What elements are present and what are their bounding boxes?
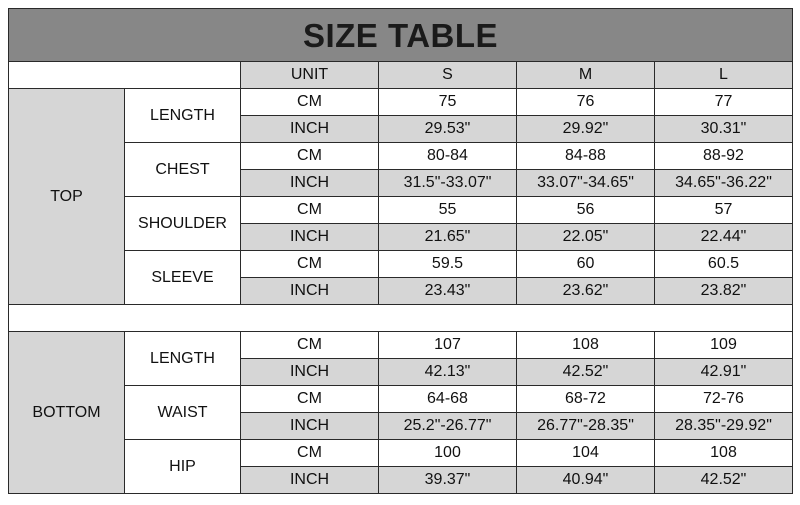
size-header: L	[655, 62, 793, 89]
value-cell: 23.43"	[379, 278, 517, 305]
value-cell: 88-92	[655, 143, 793, 170]
value-cell: 31.5"-33.07"	[379, 170, 517, 197]
section-gap	[9, 305, 793, 332]
table-row	[9, 89, 793, 116]
value-cell: 26.77"-28.35"	[517, 413, 655, 440]
unit-cm-cell: CM	[241, 440, 379, 467]
value-cell: 40.94"	[517, 467, 655, 494]
table-title: SIZE TABLE	[9, 9, 793, 62]
measure-label: CHEST	[125, 143, 241, 197]
value-cell: 23.82"	[655, 278, 793, 305]
value-cell: 59.5	[379, 251, 517, 278]
unit-cm-cell: CM	[241, 386, 379, 413]
value-cell: 75	[379, 89, 517, 116]
measure-label: SLEEVE	[125, 251, 241, 305]
table-row	[9, 440, 793, 467]
value-cell: 39.37"	[379, 467, 517, 494]
unit-cm-cell: CM	[241, 197, 379, 224]
value-cell: 109	[655, 332, 793, 359]
value-cell: 68-72	[517, 386, 655, 413]
measure-label: SHOULDER	[125, 197, 241, 251]
unit-cm-cell: CM	[241, 251, 379, 278]
size-table	[8, 8, 793, 494]
value-cell: 34.65"-36.22"	[655, 170, 793, 197]
title-row	[9, 9, 793, 62]
unit-inch-cell: INCH	[241, 224, 379, 251]
measure-label: HIP	[125, 440, 241, 494]
value-cell: 60.5	[655, 251, 793, 278]
value-cell: 23.62"	[517, 278, 655, 305]
value-cell: 22.05"	[517, 224, 655, 251]
value-cell: 42.13"	[379, 359, 517, 386]
value-cell: 76	[517, 89, 655, 116]
unit-cm-cell: CM	[241, 89, 379, 116]
value-cell: 108	[517, 332, 655, 359]
unit-inch-cell: INCH	[241, 467, 379, 494]
section-gap-row	[9, 305, 793, 332]
value-cell: 29.92"	[517, 116, 655, 143]
value-cell: 33.07"-34.65"	[517, 170, 655, 197]
value-cell: 72-76	[655, 386, 793, 413]
measure-label: LENGTH	[125, 332, 241, 386]
table-row	[9, 332, 793, 359]
unit-inch-cell: INCH	[241, 278, 379, 305]
size-header: M	[517, 62, 655, 89]
unit-header: UNIT	[241, 62, 379, 89]
size-header: S	[379, 62, 517, 89]
value-cell: 42.52"	[655, 467, 793, 494]
value-cell: 84-88	[517, 143, 655, 170]
value-cell: 80-84	[379, 143, 517, 170]
value-cell: 30.31"	[655, 116, 793, 143]
table-row	[9, 197, 793, 224]
table-row	[9, 386, 793, 413]
unit-inch-cell: INCH	[241, 413, 379, 440]
header-row	[9, 62, 793, 89]
unit-inch-cell: INCH	[241, 359, 379, 386]
unit-inch-cell: INCH	[241, 170, 379, 197]
measure-label: WAIST	[125, 386, 241, 440]
measure-label: LENGTH	[125, 89, 241, 143]
value-cell: 22.44"	[655, 224, 793, 251]
value-cell: 55	[379, 197, 517, 224]
value-cell: 42.52"	[517, 359, 655, 386]
value-cell: 104	[517, 440, 655, 467]
table-row	[9, 143, 793, 170]
section-label: TOP	[9, 89, 125, 305]
value-cell: 29.53"	[379, 116, 517, 143]
header-blank-cell	[9, 62, 241, 89]
table-row	[9, 251, 793, 278]
value-cell: 60	[517, 251, 655, 278]
value-cell: 57	[655, 197, 793, 224]
value-cell: 56	[517, 197, 655, 224]
value-cell: 42.91"	[655, 359, 793, 386]
value-cell: 21.65"	[379, 224, 517, 251]
value-cell: 107	[379, 332, 517, 359]
value-cell: 77	[655, 89, 793, 116]
unit-cm-cell: CM	[241, 143, 379, 170]
unit-inch-cell: INCH	[241, 116, 379, 143]
section-label: BOTTOM	[9, 332, 125, 494]
value-cell: 100	[379, 440, 517, 467]
unit-cm-cell: CM	[241, 332, 379, 359]
value-cell: 28.35"-29.92"	[655, 413, 793, 440]
value-cell: 108	[655, 440, 793, 467]
value-cell: 25.2"-26.77"	[379, 413, 517, 440]
value-cell: 64-68	[379, 386, 517, 413]
